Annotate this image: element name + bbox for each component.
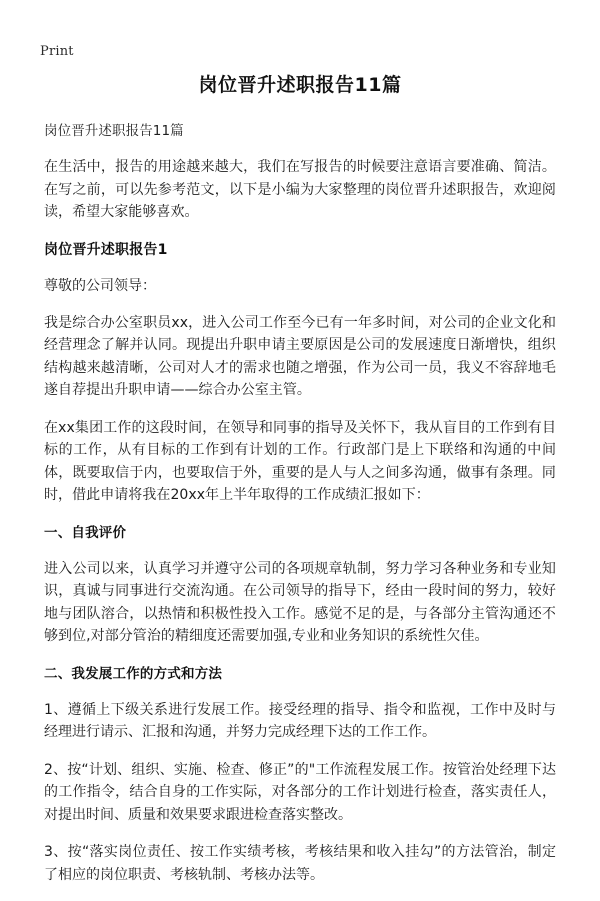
section-body-self-evaluation: 进入公司以来，认真学习并遵守公司的各项规章轨制，努力学习各种业务和专业知识，真诚与同事进行交流沟通。在公司领导的指导下，经由一段时间的努力，较好地与团队溶合，以热情和积极性投入工作。感觉不足的是，与各部分主管沟通还不够到位,对部分管治的精细度还需要加强,专业和业务知识的系统性欠佳。: [44, 560, 556, 644]
report-heading: 岗位晋升述职报告1: [44, 241, 168, 258]
salutation: 尊敬的公司领导：: [44, 277, 156, 294]
list-item: 1、遵循上下级关系进行发展工作。接受经理的指导、指令和监视，工作中及时与经理进行请示、汇报和沟通，并努力完成经理下达的工作工作。: [44, 701, 556, 740]
document-subtitle: 岗位晋升述职报告11篇: [44, 123, 184, 139]
page-title: 岗位晋升述职报告11篇: [198, 74, 402, 96]
list-item: 3、按“落实岗位责任、按工作实绩考核，考核结果和收入挂勾”的方法管治，制定了相应的岗位职责、考核轨制、考核办法等。: [44, 844, 556, 883]
document-content: [44, 72, 556, 901]
body-paragraph-1: 我是综合办公室职员xx，进入公司工作至今已有一年多时间，对公司的企业文化和经营理念了解并认同。现提出升职申请主要原因是公司的发展速度日渐增快，组织结构越来越清晰，公司对人才的需求也随之增强，作为公司一员，我义不容辞地毛遂自荐提出升职申请——综合办公室主管。: [44, 314, 556, 398]
section-heading-self-evaluation: 一、自我评价: [44, 524, 127, 541]
body-paragraph-2: 在xx集团工作的这段时间，在领导和同事的指导及关怀下，我从盲目的工作到有目标的工作，从有目标的工作到有计划的工作。行政部门是上下联络和沟通的中间体，既要取信于内，也要取信于外，重要的是人与人之间多沟通，做事有条理。同时，借此申请将我在20xx年上半年取得的工作成绩汇报如下：: [44, 419, 556, 503]
print-button[interactable]: Print: [40, 44, 74, 59]
section-heading-work-methods: 二、我发展工作的方式和方法: [44, 665, 223, 682]
intro-paragraph: 在生活中，报告的用途越来越大，我们在写报告的时候要注意语言要准确、简洁。在写之前，可以先参考范文，以下是小编为大家整理的岗位晋升述职报告，欢迎阅读，希望大家能够喜欢。: [44, 159, 556, 220]
list-item: 2、按“计划、组织、实施、检查、修正”的"工作流程发展工作。按管治处经理下达的工作指令，结合自身的工作实际，对各部分的工作计划进行检查，落实责任人，对提出时间、质量和效果要求跟进检查落实整改。: [44, 761, 556, 823]
